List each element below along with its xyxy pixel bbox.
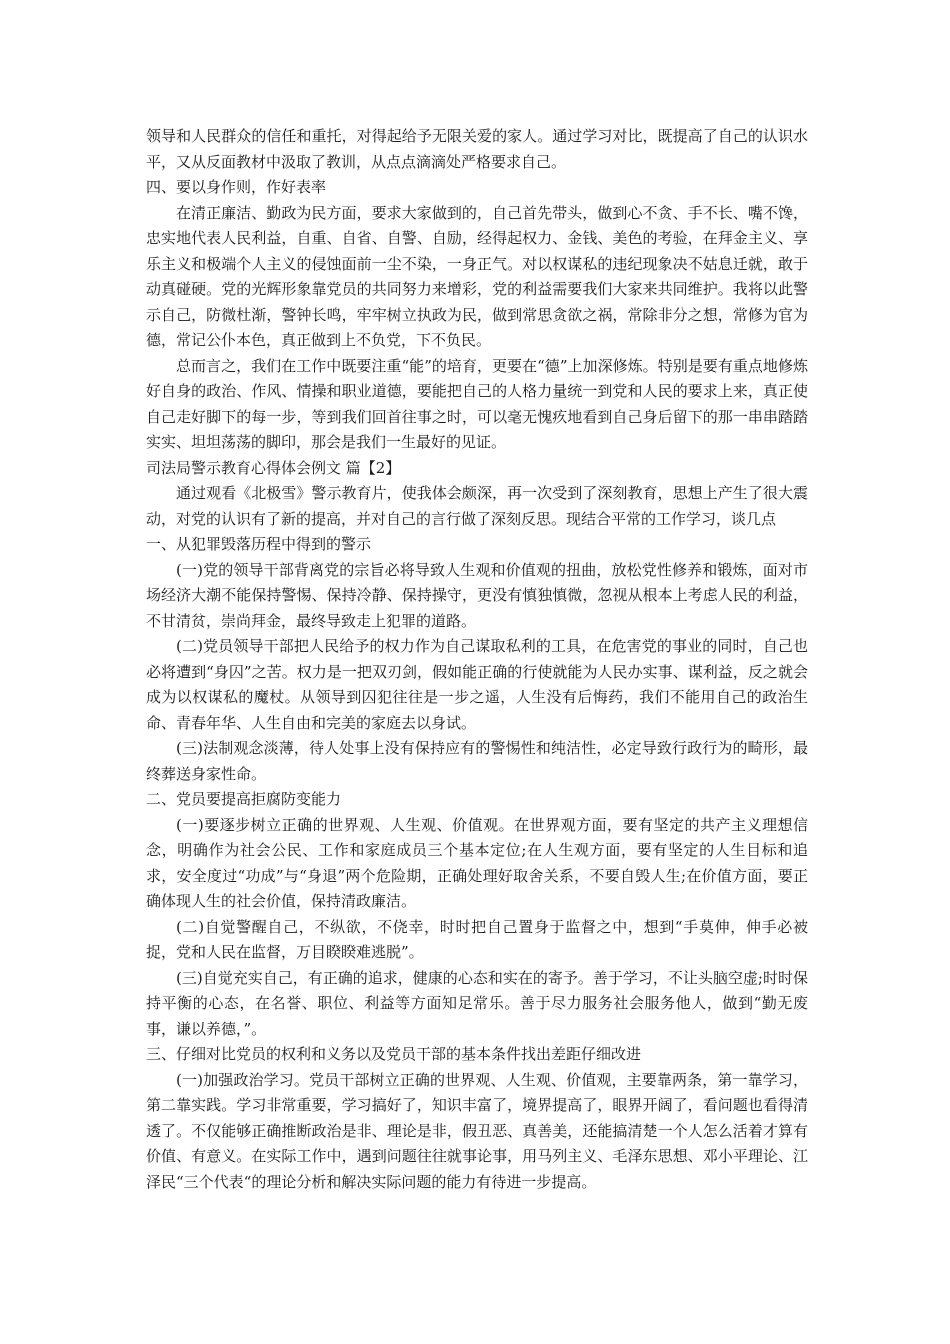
section-heading: 四、要以身作则，作好表率 [146, 178, 327, 196]
body-paragraph: (一)要逐步树立正确的世界观、人生观、价值观。在世界观方面，要有坚定的共产主义理想信念，明确作为社会公民、工作和家庭成员三个基本定位;在人生观方面，要有坚定的人生目标和追求，安全度过“功成”与“身退”两个危险期，正确处理好取舍关系，不要自毁人生;在价值方面，要正确体现人生的社会价值，保持清政廉洁。 [146, 815, 808, 910]
article-title: 司法局警示教育心得体会例文 篇【2】 [146, 458, 401, 477]
body-paragraph: (三)自觉充实自己，有正确的追求，健康的心态和实在的寄予。善于学习，不让头脑空虚;时时保持平衡的心态，在名誉、职位、利益等方面知足常乐。善于尽力服务社会服务他人，做到“勤无废事，谦以养德，”。 [146, 968, 808, 1038]
section-heading: 三、仔细对比党员的权利和义务以及党员干部的基本条件找出差距仔细改进 [146, 1045, 642, 1063]
section-heading: 二、党员要提高拒腐防变能力 [146, 790, 342, 808]
body-paragraph: (三)法制观念淡薄，待人处事上没有保持应有的警惕性和纯洁性，必定导致行政行为的畸形，最终葬送身家性命。 [146, 739, 808, 783]
body-paragraph: 领导和人民群众的信任和重托，对得起给予无限关爱的家人。通过学习对比，既提高了自己的认识水平，又从反面教材中汲取了教训，从点点滴滴处严格要求自己。 [146, 127, 808, 171]
section-heading: 一、从犯罪毁落历程中得到的警示 [146, 535, 372, 553]
body-paragraph: (二)党员领导干部把人民给予的权力作为自己谋取私利的工具，在危害党的事业的同时，自己也必将遭到“身囚”之苦。权力是一把双刃剑，假如能正确的行使就能为人民办实事、谋利益，反之就会成为以权谋私的魔杖。从领导到囚犯往往是一步之遥，人生没有后悔药，我们不能用自己的政治生命、青春年华、人生自由和完美的家庭去以身试。 [146, 637, 808, 732]
body-paragraph: (一)党的领导干部背离党的宗旨必将导致人生观和价值观的扭曲，放松党性修养和锻炼，面对市场经济大潮不能保持警惕、保持冷静、保持操守，更没有慎独慎微，忽视从根本上考虑人民的利益，不甘清贫，崇尚拜金，最终导致走上犯罪的道路。 [146, 560, 808, 630]
body-paragraph: 通过观看《北极雪》警示教育片，使我体会颇深，再一次受到了深刻教育，思想上产生了很大震动，对党的认识有了新的提高，并对自己的言行做了深刻反思。现结合平常的工作学习，谈几点 [146, 484, 808, 528]
body-paragraph: (二)自觉警醒自己，不纵欲，不侥幸，时时把自己置身于监督之中，想到“手莫伸，伸手必被捉，党和人民在监督，万目睽睽难逃脱”。 [146, 917, 808, 961]
document-page [146, 124, 808, 1195]
body-paragraph: (一)加强政治学习。党员干部树立正确的世界观、人生观、价值观，主要靠两条，第一靠学习，第二靠实践。学习非常重要，学习搞好了，知识丰富了，境界提高了，眼界开阔了，看问题也看得清透了。不仅能够正确推断政治是非、理论是非，假丑恶、真善美，还能搞清楚一个人怎么活着才算有价值、有意义。在实际工作中，遇到问题往往就事论事，用马列主义、毛泽东思想、邓小平理论、江泽民“三个代表“的理论分析和解决实际问题的能力有待进一步提高。 [146, 1070, 808, 1191]
body-paragraph: 在清正廉洁、勤政为民方面，要求大家做到的，自己首先带头，做到心不贪、手不长、嘴不馋，忠实地代表人民利益，自重、自省、自警、自励，经得起权力、金钱、美色的考验，在拜金主义、享乐主义和极端个人主义的侵蚀面前一尘不染，一身正气。对以权谋私的违纪现象决不姑息迁就，敢于动真碰硬。党的光辉形象靠党员的共同努力来增彩，党的利益需要我们大家来共同维护。我将以此警示自己，防微杜渐，警钟长鸣，牢牢树立执政为民，做到常思贪欲之祸，常除非分之想，常修为官为德，常记公仆本色，真正做到上不负党，下不负民。 [146, 203, 808, 349]
body-paragraph: 总而言之，我们在工作中既要注重“能”的培育，更要在“德”上加深修炼。特别是要有重点地修炼好自身的政治、作风、情操和职业道德，要能把自己的人格力量统一到党和人民的要求上来，真正使自己走好脚下的每一步，等到我们回首往事之时，可以毫无愧疚地看到自己身后留下的那一串串踏踏实实、坦坦荡荡的脚印，那会是我们一生最好的见证。 [146, 356, 808, 451]
